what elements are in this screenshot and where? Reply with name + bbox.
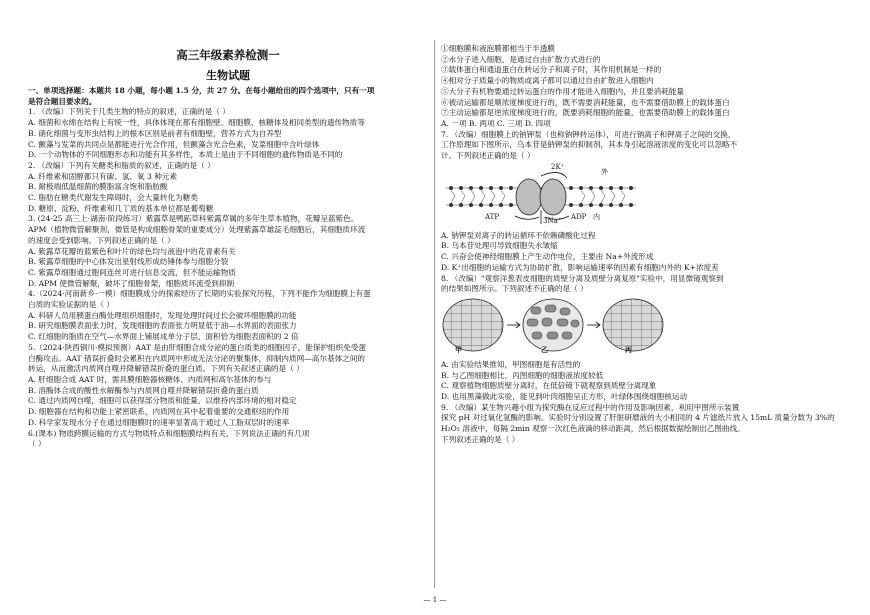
page-number: — 1 —	[423, 596, 447, 604]
text-line: 1. （改编）下列关于几类生物的特点的叙述，正确的是（ ）	[28, 107, 230, 117]
text-line: 5.（2024·陕西铜川·模拟预测）AAT 是由肝细胞合成分泌的蛋白质类的细胞因子，能保护组织免受蛋	[28, 342, 366, 352]
pump-na-label: 3Na⁺	[543, 216, 562, 225]
text-line: D. 也用黑藻做此实验，能见到叶肉细胞呈正方形，叶绿体围绕细胞核运动	[441, 392, 688, 402]
pump-atp-label: ATP	[485, 212, 500, 221]
text-line: 8. （改编）"观察洋葱表皮细胞的质壁分离及质壁分离复原"实验中，用显微镜观察到	[441, 273, 724, 283]
text-line: D. APM 使微管解聚，破坏了细胞骨架，细胞质环流受到抑制	[28, 278, 235, 288]
right-question-lines-mid	[441, 231, 845, 295]
text-line: B. 硝化细菌与变形虫结构上的根本区别是前者有细胞壁，营养方式为自养型	[28, 128, 282, 138]
text-line: ⑥被动运输都是顺浓度梯度进行的，既不需要消耗能量，也不需要借助膜上的载体蛋白	[441, 97, 730, 107]
left-column	[28, 48, 428, 450]
text-line: D. 糖原、淀粉、纤维素和几丁质的基本单位都是葡萄糖	[28, 203, 214, 213]
text-line: （ ）	[28, 439, 46, 449]
text-line: D. 一个动物体的不同细胞形态和功能有其多样性，本质上是由于不同细胞的遗传物质是不同的	[28, 150, 343, 160]
exam-title: 高三年级素养检测一	[176, 48, 280, 62]
text-line: A. 一项 B. 两项 C. 三项 D. 四项	[441, 118, 551, 128]
text-line: D. 科学家发现水分子在通过细胞膜时的速率显著高于通过人工脂双层时的速率	[28, 417, 290, 427]
micro-label-a: 甲	[455, 344, 462, 354]
text-line: APM（植物微管解聚剂，微管是构成细胞骨架的重要成分）处理紫露草雄蕊毛细胞后，其细胞质环流	[28, 225, 366, 235]
text-line: ④相对分子质量小的物质或离子都可以通过自由扩散进入细胞内	[441, 76, 654, 86]
right-question-lines-bottom	[441, 360, 845, 446]
text-line: A. 细菌和水绵在结构上有统一性，具体体现在都有细胞壁、细胞膜、核糖体及相同类型的遗传物质等	[28, 118, 365, 128]
text-line: 的结果如图所示。下列叙述不正确的是（ ）	[441, 284, 588, 294]
microscope-diagram	[441, 297, 671, 357]
text-line: C. 兴奋会使神经细胞膜上产生动作电位，主要由 Na+外流形成	[441, 252, 654, 262]
text-line: C. 观察植物细胞质壁分离时，在低倍镜下就观察到质壁分离现象	[441, 381, 657, 391]
section-heading-line2: 是符合题目要求的。	[28, 96, 97, 106]
text-line: 探究 pH 对过氧化氢酶的影响。实验时分别设置了肝脏研磨液的大小相同的 4 片滤纸片放入 15mL 质量分数为 3%的	[441, 413, 835, 423]
text-line: C. 紫露草细胞通过胞间连丝可进行信息交流，但不能运输物质	[28, 267, 236, 277]
pump-outside-label: 外	[601, 167, 608, 176]
text-line: 的速度会受到影响。下列叙述正确的是（ ）	[28, 235, 175, 245]
text-line: C. 颤藻与发菜的共同点是都能进行光合作用，但颤藻含光合色素，发菜细胞中含叶绿体	[28, 139, 320, 149]
text-line: 9. （改编）某生物兴趣小组为探究酶在反应过程中的作用及影响因素，利用甲图所示装置	[441, 402, 740, 412]
text-line: 3. (24-25 高三上·湖南·阶段练习）紫露草是鸭跖草科紫露草属的多年生草本植物，花瓣呈蓝紫色。	[28, 214, 359, 224]
exam-subject: 生物试题	[206, 69, 250, 82]
right-question-lines-top	[441, 44, 845, 162]
text-line: 白酶攻击。AAT 错误折叠时会累积在内质网中形成无法分泌的聚集体，抑制内质网—高尔基体之间的	[28, 353, 365, 363]
text-line: ⑤大分子有机物要通过转运蛋白的作用才能进入细胞内，并且要消耗能量	[441, 86, 684, 96]
text-line: C. 通过内质网自噬，细胞可以获得部分物质和能量，以维持内部环境的相对稳定	[28, 396, 297, 406]
text-line: A. 钠钾泵对离子的转运循环不依赖磷酸化过程	[441, 230, 596, 240]
text-line: B. 研究细胞膜表面张力时，发现细胞的表面张力明显低于油—水界面的表面张力	[28, 321, 297, 331]
text-line: A. 由实验结果推知，甲图细胞是有活性的	[441, 359, 581, 369]
text-line: 6.(课本) 物质跨膜运输的方式与物质特点和细胞膜结构有关，下列说法正确的有几项	[28, 428, 310, 438]
text-line: ⑦主动运输都是逆浓度梯度进行的，既要消耗细胞的能量，也需要借助膜上的载体蛋白	[441, 108, 730, 118]
text-line: B. 乌本苷处理可导致细胞失水皱缩	[441, 241, 558, 251]
text-line: B. 紫露草细胞的中心体发出星射线形成纺锤体参与细胞分裂	[28, 257, 229, 267]
text-line: A. 紫露草花瓣的蓝紫色和叶片的绿色均与液泡中的花青素有关	[28, 246, 236, 256]
pump-k-label: 2K⁺	[551, 162, 565, 171]
right-column	[441, 44, 845, 446]
text-line: B. 溶酶体合成的酸性水解酶参与内质网自噬并降解错误折叠的蛋白质	[28, 385, 259, 395]
text-line: D. K⁺出细胞的运输方式为协助扩散，影响运输速率的因素有细胞内外的 K+浓度差	[441, 262, 719, 272]
pump-diagram	[441, 164, 641, 228]
text-line: 下列叙述正确的是（ ）	[441, 434, 520, 444]
text-line: ③载体蛋白和通道蛋白在转运分子和离子时，其作用机制是一样的	[441, 65, 662, 75]
text-line: ①细胞膜和液泡膜都相当于半透膜	[441, 44, 555, 53]
text-line: 计。下列叙述正确的是（ ）	[441, 151, 535, 161]
column-divider	[434, 40, 435, 588]
text-line: B. 耐极端低温细菌的膜脂富含饱和脂肪酸	[28, 182, 168, 192]
text-line: A. 科研人员用胰蛋白酶处理组织细胞时，发现处理时间过长会破坏细胞膜的功能	[28, 310, 297, 320]
pump-inside-label: 内	[593, 212, 600, 221]
text-line: H₂O₂ 溶液中，每隔 2min 观察一次红色液滴的移动距离，然后根据数据绘制出乙图曲线。	[441, 424, 745, 434]
sodium-potassium-pump-figure	[441, 164, 641, 228]
text-line: ②水分子进入细胞，是通过自由扩散方式进行的	[441, 54, 601, 64]
text-line: 2. （改编）下列有关糖类和脂质的叙述，正确的是（ ）	[28, 160, 215, 170]
text-line: A. 纤维素和固醇都只有碳、氢、氧 3 种元素	[28, 171, 178, 181]
section-heading-line1: 一、单项选择题：本题共 18 小题，每小题 1.5 分，共 27 分。在每小题给出的四个选项中，只有一项	[28, 86, 375, 95]
left-question-lines	[28, 107, 428, 450]
micro-label-b: 乙	[541, 344, 548, 354]
text-line: D. 细胞器在结构和功能上紧密联系，内质网在其中起着重要的交通枢纽的作用	[28, 407, 290, 417]
text-line: 工作原理如下图所示，乌本苷是钠钾泵的抑制剂，其本身引起溶液浓度的变化可以忽略不	[441, 140, 738, 150]
microscope-figure	[441, 297, 671, 357]
text-line: 4.（2024·河南新乡·一模）细胞膜成分的探索经历了长期的实验探究历程，下列不能作为细胞膜上有蛋	[28, 289, 371, 299]
text-line: B. 与乙图细胞相比，丙图细胞的细胞液浓度较低	[441, 370, 604, 380]
text-line: C. 脂肪在糖类代谢发生障碍时，会大量转化为糖类	[28, 193, 198, 203]
text-line: A. 肝细胞合成 AAT 时，需具膜细胞器核糖体、内质网和高尔基体的参与	[28, 374, 272, 384]
text-line: 白质的实验证据的是（ ）	[28, 300, 114, 310]
text-line: 7. （改编）细胞膜上的钠钾泵（也称钠钾转运体），可进行钠离子和钾离子之间的交换，	[441, 129, 736, 139]
text-line: C. 红细胞的脂质在空气—水界面上铺展成单分子层，面积恰为细胞表面积的 2 倍	[28, 332, 299, 342]
micro-label-c: 丙	[625, 344, 632, 354]
pump-adp-label: ADP	[571, 212, 587, 221]
text-line: 转运，从而激活内质网自噬并降解错误折叠的蛋白质。下列有关叙述正确的是（ ）	[28, 364, 304, 374]
